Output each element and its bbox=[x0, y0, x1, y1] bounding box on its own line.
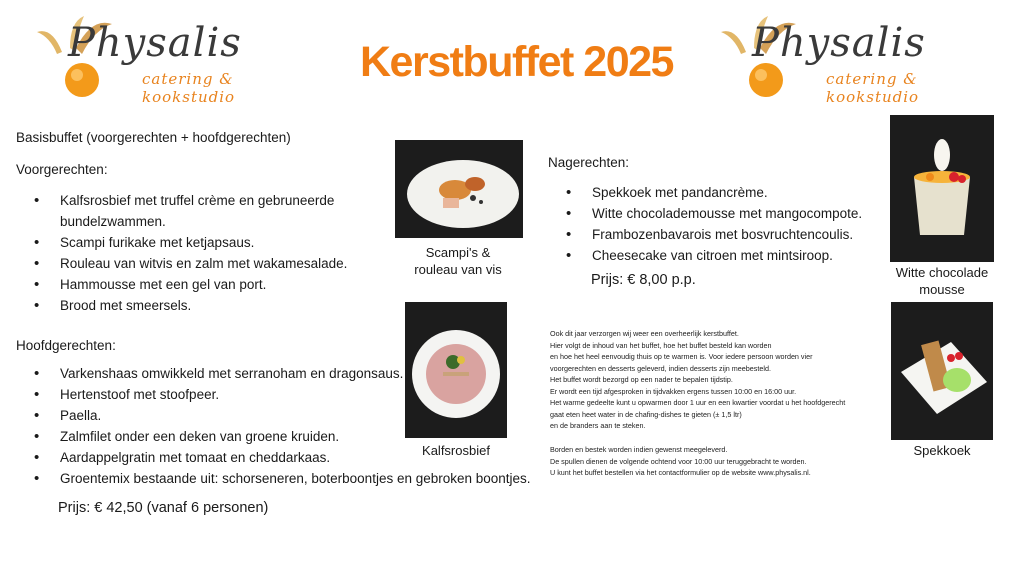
scampi-plate-image bbox=[395, 140, 523, 238]
spekkoek-plate-image bbox=[891, 302, 993, 440]
page-title: Kerstbuffet 2025 bbox=[360, 38, 673, 86]
info-line: Het buffet wordt bezorgd op een nader te bepalen tijdstip. bbox=[550, 375, 733, 384]
logo-wordmark: Physalis bbox=[68, 20, 242, 66]
info-line: Hier volgt de inhoud van het buffet, hoe het buffet besteld kan worden bbox=[550, 340, 772, 350]
list-item: • Aardappelgratin met tomaat en cheddarkaas. bbox=[16, 447, 556, 468]
price-main: Prijs: € 42,50 (vanaf 6 personen) bbox=[58, 500, 269, 516]
photo-kalfsrosbief bbox=[405, 302, 507, 438]
list-item: • Hammousse met een gel van port. bbox=[16, 274, 376, 295]
logo-right bbox=[716, 12, 1006, 106]
caption-line: mousse bbox=[919, 282, 965, 297]
nagerechten-heading: Nagerechten: bbox=[548, 155, 630, 170]
list-item: • Rouleau van witvis en zalm met wakamesalade. bbox=[16, 253, 376, 274]
caption-line: rouleau van vis bbox=[414, 262, 502, 277]
list-item-text: bundelzwammen. bbox=[60, 214, 166, 229]
info-text-2 bbox=[550, 444, 890, 479]
caption-witte-chocolade bbox=[880, 264, 1004, 298]
list-item: • Scampi furikake met ketjapsaus. bbox=[16, 232, 376, 253]
list-item: • Zalmfilet onder een deken van groene kruiden. bbox=[16, 426, 556, 447]
list-item: • Brood met smeersels. bbox=[16, 295, 376, 316]
price-dessert: Prijs: € 8,00 p.p. bbox=[591, 272, 696, 288]
hoofdgerechten-heading: Hoofdgerechten: bbox=[16, 338, 116, 353]
info-text bbox=[550, 328, 890, 432]
info-line: en de branders aan te steken. bbox=[550, 421, 646, 430]
voorgerechten-list bbox=[16, 190, 376, 316]
list-item: • Kalfsrosbief met truffel crème en gebruneerde bbox=[16, 190, 376, 211]
photo-scampi bbox=[395, 140, 523, 238]
logo-tagline: catering & kookstudio bbox=[826, 70, 920, 106]
caption-line: Witte chocolade bbox=[895, 265, 989, 280]
info-line: en hoe het heel eenvoudig thuis op te warmen is. Voor iedere persoon worden vier bbox=[550, 352, 813, 361]
list-item-continuation bbox=[16, 211, 376, 232]
logo-left bbox=[32, 12, 322, 106]
list-item: • Witte chocolademousse met mangocompote. bbox=[548, 203, 888, 224]
basis-heading: Basisbuffet (voorgerechten + hoofdgerechten) bbox=[16, 130, 291, 145]
info-line: gaat eten heet water in de chafing-dishes te gieten (± 1,5 ltr) bbox=[550, 409, 742, 419]
list-item: • Hertenstoof met stoofpeer. bbox=[16, 384, 556, 405]
list-item: • Cheesecake van citroen met mintsiroop. bbox=[548, 245, 888, 266]
info-line: Borden en bestek worden indien gewenst meegeleverd. bbox=[550, 445, 728, 454]
info-line: U kunt het buffet bestellen via het contactformulier op de website www.physalis.nl. bbox=[550, 468, 811, 477]
nagerechten-list bbox=[548, 182, 888, 266]
logo-wordmark: Physalis bbox=[752, 20, 926, 66]
info-line: De spullen dienen de volgende ochtend voor 10:00 uur teruggebracht te worden. bbox=[550, 456, 807, 466]
caption-scampi bbox=[398, 244, 518, 278]
voorgerechten-heading: Voorgerechten: bbox=[16, 162, 108, 177]
info-line: Het warme gedeelte kunt u opwarmen door 1 uur en een kwartier voordat u het hoofdgerecht bbox=[550, 398, 846, 407]
witte-chocolade-mousse-image bbox=[890, 115, 994, 262]
info-line: Er wordt een tijd afgesproken in tijdvakken ergens tussen 10:00 en 16:00 uur. bbox=[550, 386, 797, 396]
list-item: • Paella. bbox=[16, 405, 556, 426]
info-line: voorgerechten en desserts geleverd, indien desserts zijn meebesteld. bbox=[550, 363, 771, 373]
logo-tagline: catering & kookstudio bbox=[142, 70, 236, 106]
photo-spekkoek bbox=[891, 302, 993, 440]
list-item: • Groentemix bestaande uit: schorseneren, boterboontjes en gebroken boontjes. bbox=[16, 468, 556, 489]
info-line: Ook dit jaar verzorgen wij weer een overheerlijk kerstbuffet. bbox=[550, 329, 739, 338]
photo-witte-chocolade bbox=[890, 115, 994, 262]
kalfsrosbief-plate-image bbox=[405, 302, 507, 438]
caption-kalfsrosbief: Kalfsrosbief bbox=[422, 443, 490, 458]
list-item: • Frambozenbavarois met bosvruchtencoulis. bbox=[548, 224, 888, 245]
list-item: • Spekkoek met pandancrème. bbox=[548, 182, 888, 203]
caption-line: Scampi's & bbox=[425, 245, 491, 260]
caption-spekkoek: Spekkoek bbox=[913, 443, 971, 458]
list-item: • Varkenshaas omwikkeld met serranoham en dragonsaus. bbox=[16, 363, 556, 384]
